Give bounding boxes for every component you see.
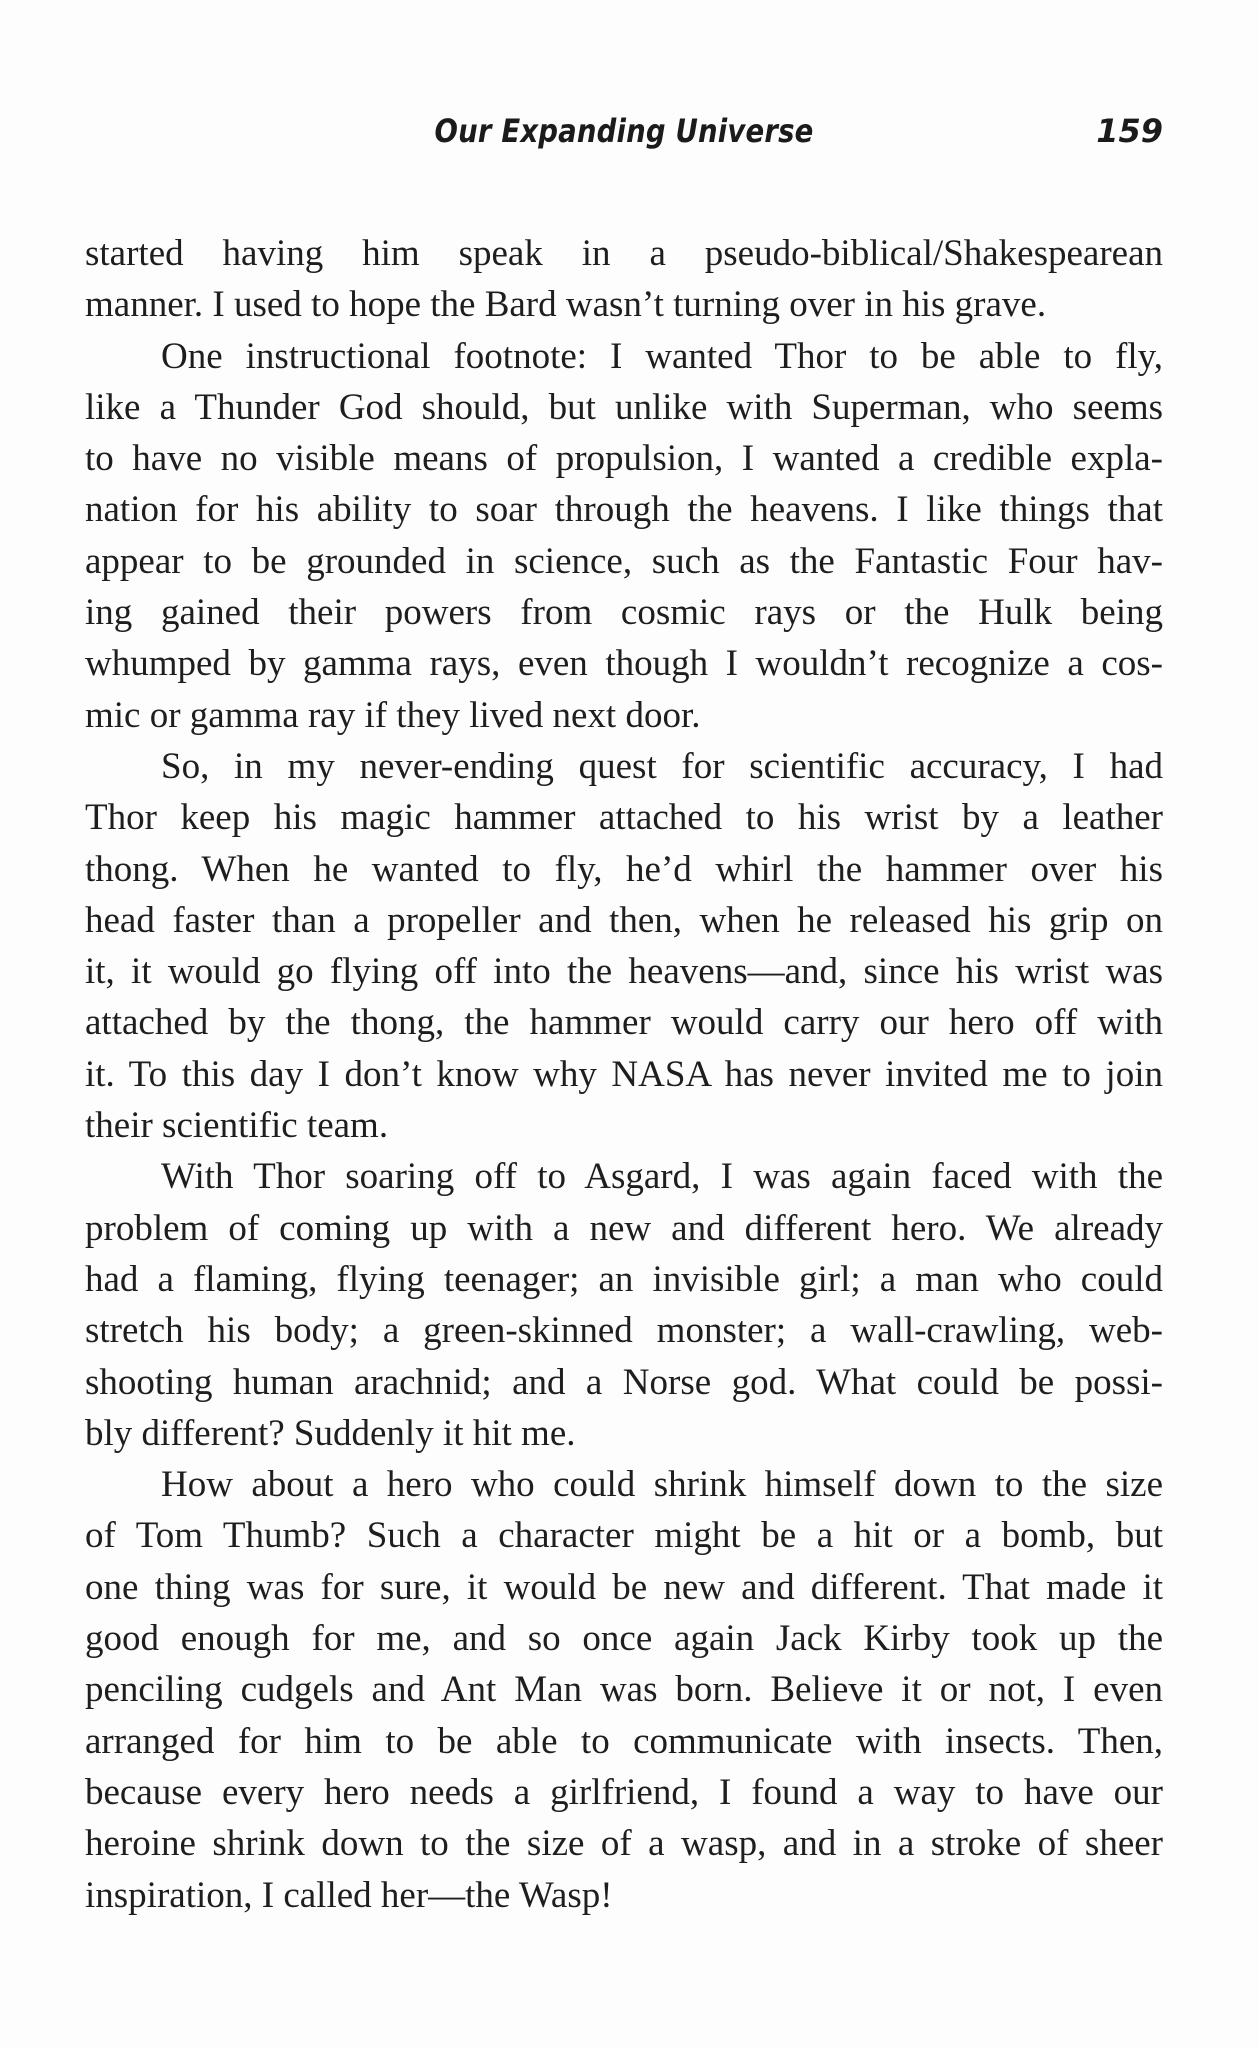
text-line: So, in my never-ending quest for scientific accuracy, I had <box>161 745 1163 787</box>
paragraph-5 <box>85 1459 1163 1921</box>
page-number: 159 <box>1096 112 1163 150</box>
text-line: heroine shrink down to the size of a wasp, and in a stroke of sheer <box>85 1823 1163 1865</box>
text-line: arranged for him to be able to communicate with insects. Then, <box>85 1720 1163 1762</box>
text-line: stretch his body; a green-skinned monster; a wall-crawling, web- <box>85 1310 1163 1352</box>
text-line: good enough for me, and so once again Jack Kirby took up the <box>85 1618 1163 1660</box>
text-line: because every hero needs a girlfriend, I found a way to have our <box>85 1771 1163 1813</box>
text-line: of Tom Thumb? Such a character might be a hit or a bomb, but <box>85 1515 1163 1557</box>
text-line: it, it would go flying off into the heavens—and, since his wrist was <box>85 951 1163 993</box>
text-line: ing gained their powers from cosmic rays or the Hulk being <box>85 592 1163 634</box>
running-header <box>85 112 1163 160</box>
text-line: to have no visible means of propulsion, I wanted a credible expla- <box>85 438 1163 480</box>
text-line: manner. I used to hope the Bard wasn’t turning over in his grave. <box>85 284 1047 326</box>
text-line: their scientific team. <box>85 1105 389 1147</box>
paragraph-4 <box>85 1151 1163 1459</box>
text-line: mic or gamma ray if they lived next door. <box>85 694 701 736</box>
body-text <box>85 228 1163 1921</box>
text-line: it. To this day I don’t know why NASA has never invited me to join <box>85 1053 1163 1095</box>
text-line: inspiration, I called her—the Wasp! <box>85 1874 613 1916</box>
running-head-title: Our Expanding Universe <box>434 112 814 150</box>
text-line: like a Thunder God should, but unlike with Superman, who seems <box>85 386 1163 428</box>
text-line: shooting human arachnid; and a Norse god. What could be possi- <box>85 1361 1163 1403</box>
text-line: problem of coming up with a new and different hero. We already <box>85 1207 1163 1249</box>
text-line: attached by the thong, the hammer would carry our hero off with <box>85 1002 1163 1044</box>
text-line: had a flaming, flying teenager; an invisible girl; a man who could <box>85 1258 1163 1300</box>
text-line: Thor keep his magic hammer attached to his wrist by a leather <box>85 797 1163 839</box>
text-line: How about a hero who could shrink himself down to the size <box>161 1464 1163 1506</box>
text-line: With Thor soaring off to Asgard, I was again faced with the <box>161 1156 1163 1198</box>
text-line: penciling cudgels and Ant Man was born. Believe it or not, I even <box>85 1669 1163 1711</box>
text-line: whumped by gamma rays, even though I wouldn’t recognize a cos- <box>85 643 1163 685</box>
text-line: head faster than a propeller and then, when he released his grip on <box>85 899 1163 941</box>
paragraph-1 <box>85 228 1163 331</box>
text-line: thong. When he wanted to fly, he’d whirl the hammer over his <box>85 848 1163 890</box>
paragraph-3 <box>85 741 1163 1151</box>
text-line: nation for his ability to soar through the heavens. I like things that <box>85 489 1163 531</box>
paragraph-2 <box>85 331 1163 741</box>
text-line: bly different? Suddenly it hit me. <box>85 1412 576 1454</box>
text-line: one thing was for sure, it would be new and different. That made it <box>85 1566 1163 1608</box>
text-line: appear to be grounded in science, such as the Fantastic Four hav- <box>85 540 1163 582</box>
text-line: One instructional footnote: I wanted Thor to be able to fly, <box>161 335 1163 377</box>
text-line: started having him speak in a pseudo-biblical/Shakespearean <box>85 233 1163 274</box>
